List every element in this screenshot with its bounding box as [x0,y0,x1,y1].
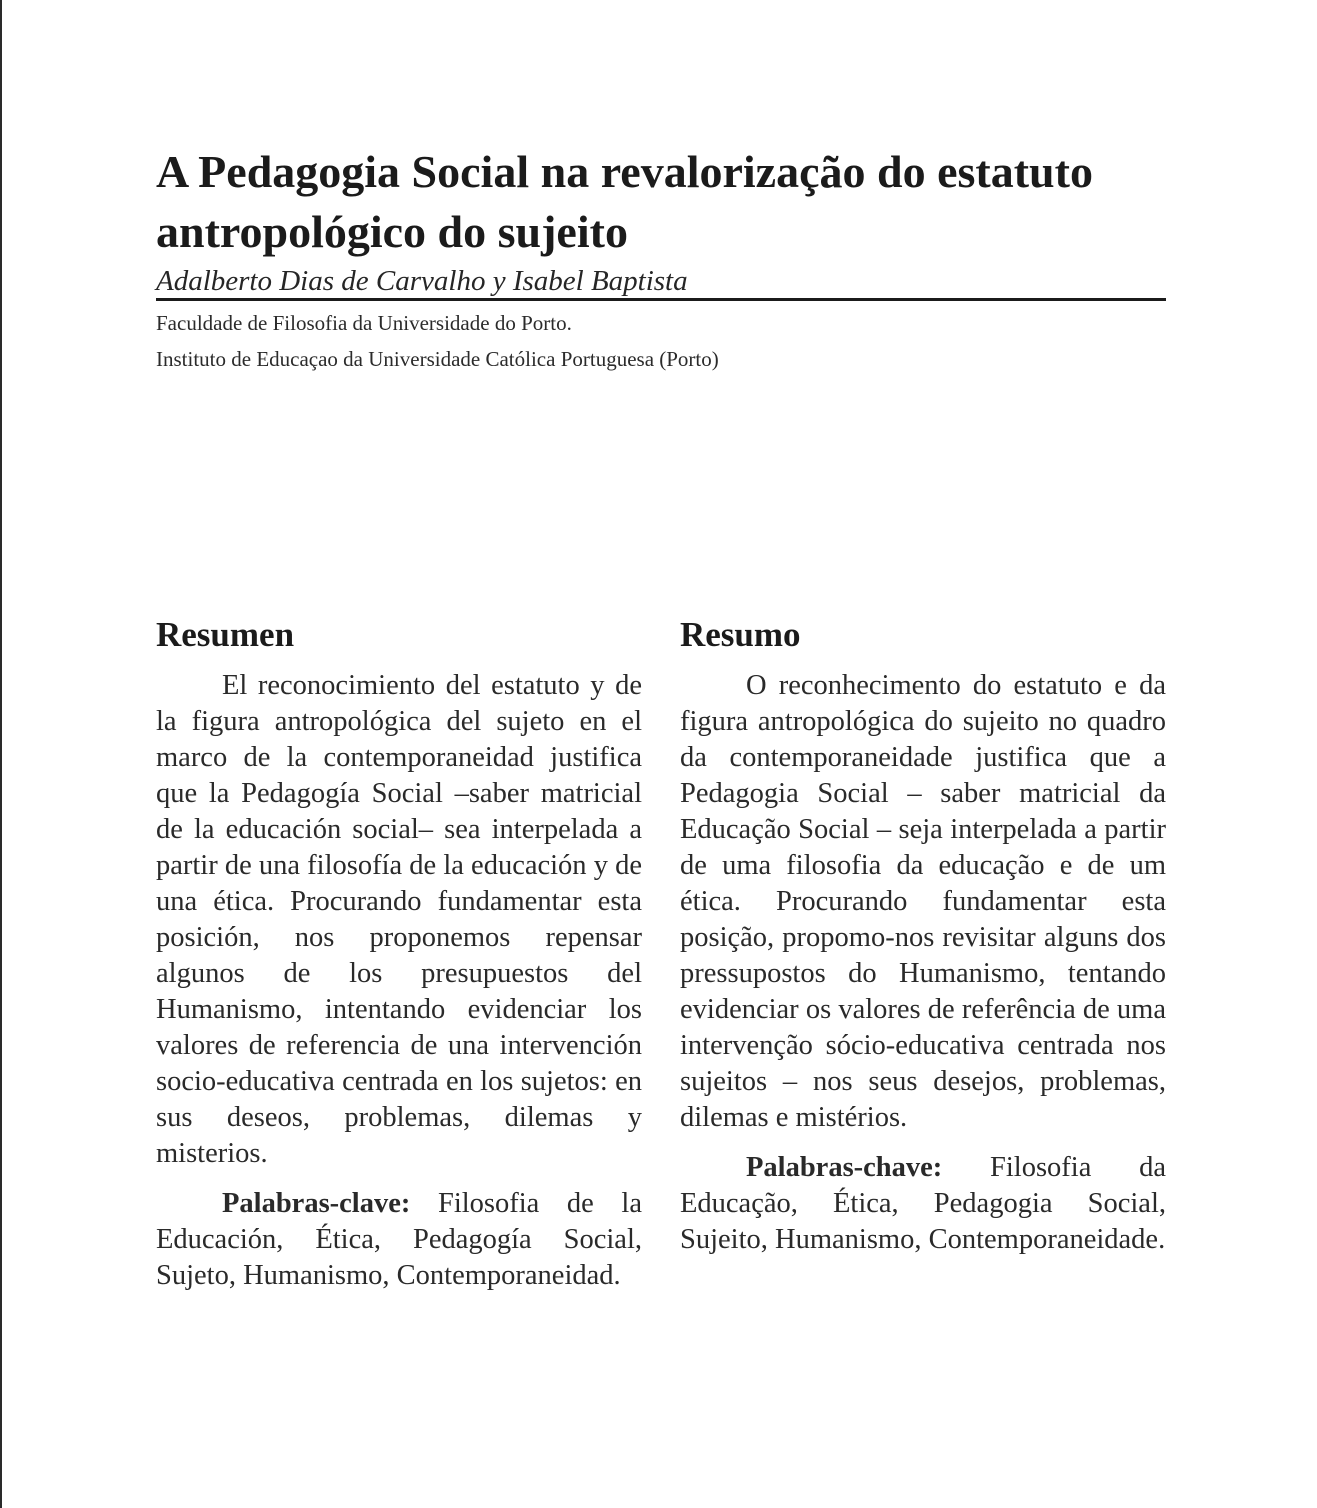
abstract-pt-heading: Resumo [680,615,801,654]
affiliation-2: Instituto de Educaçao da Universidade Católica Portuguesa (Porto) [156,347,719,371]
abstract-es-keywords-list: Filosofia de la Educación, Ética, Pedagogía Social, Sujeto, Humanismo, Contemporaneidad. [156,1188,642,1291]
abstract-es-heading: Resumen [156,615,295,654]
abstract-es-keywords [156,1186,642,1294]
abstract-pt-keywords-label: Palabras-chave: [746,1152,943,1183]
abstract-spanish [156,612,642,1294]
article-title: A Pedagogia Social na revalorização do estatuto antropológico do sujeito [156,146,1093,257]
abstract-pt-keywords-list: Filosofia da Educação, Ética, Pedagogia Social, Sujeito, Humanismo, Contemporaneidade. [680,1152,1166,1255]
abstract-es-body: El reconocimiento del estatuto y de la figura antropológica del sujeto en el marco de la contemporaneidad justifica que la Pedagogía Social –saber matricial de la educación social– sea interpelada a partir de una filosofía de la educación y de una ética. Procurando fundamentar esta posición, nos proponemos repensar algunos de los presupuestos del Humanismo, intentando evidenciar los valores de referencia de una intervención socio-educativa centrada en los sujetos: en sus deseos, problemas, dilemas y misterios. [156,670,642,1169]
article-authors: Adalberto Dias de Carvalho y Isabel Baptista [156,264,1166,301]
abstract-es-keywords-label: Palabras-clave: [222,1188,411,1219]
abstract-pt-keywords [680,1150,1166,1258]
abstract-portuguese [680,612,1166,1258]
page-edge [0,0,2,1508]
affiliation-1: Faculdade de Filosofia da Universidade do Porto. [156,311,572,335]
abstract-pt-body: O reconhecimento do estatuto e da figura antropológica do sujeito no quadro da contemporaneidade justifica que a Pedagogia Social – saber matricial da Educação Social – seja interpelada a partir de uma filosofia da educação e de um ética. Procurando fundamentar esta posição, propomo-nos revisitar alguns dos pressupostos do Humanismo, tentando evidenciar os valores de referência de uma intervenção sócio-educativa centrada nos sujeitos – nos seus desejos, problemas, dilemas e mistérios. [680,670,1166,1133]
